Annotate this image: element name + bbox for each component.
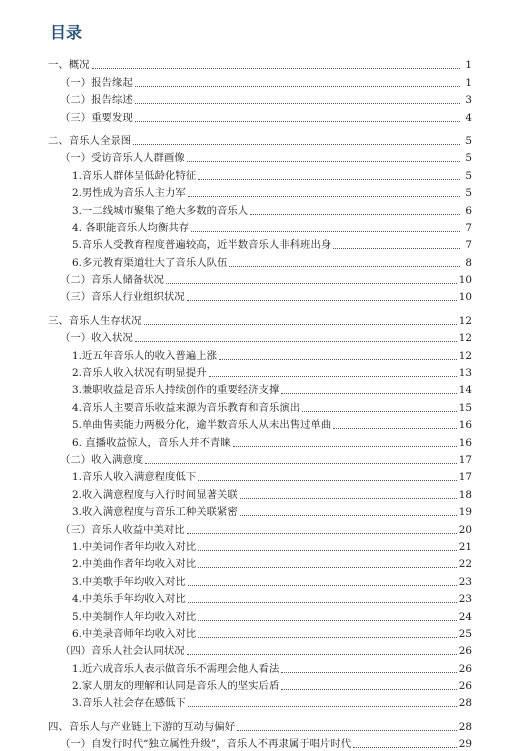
- toc-list: [48, 55, 472, 751]
- toc-entry[interactable]: [48, 131, 472, 148]
- dot-leader: [144, 324, 457, 325]
- toc-entry-label: 6.中美录音师年均收入对比: [72, 627, 197, 640]
- dot-leader: [219, 359, 457, 360]
- toc-entry-label: 3.中美歌手年均收入对比: [72, 575, 186, 588]
- toc-entry-page-number: 20: [458, 523, 472, 536]
- toc-entry[interactable]: [48, 235, 472, 252]
- toc-entry-label: （三）音乐人行业组织状况: [60, 291, 185, 304]
- toc-title: 目录: [50, 23, 83, 42]
- dot-leader: [187, 300, 457, 301]
- dot-leader: [240, 498, 457, 499]
- toc-entry[interactable]: [48, 310, 472, 327]
- toc-entry-label: （四）音乐人社会认同状况: [60, 645, 185, 658]
- toc-entry[interactable]: [48, 252, 472, 269]
- dot-leader: [187, 161, 460, 162]
- toc-entry-label: （一）报告缘起: [60, 76, 133, 89]
- toc-entry[interactable]: [48, 571, 472, 588]
- toc-entry-page-number: 5: [465, 187, 472, 200]
- toc-entry-page-number: 28: [458, 697, 472, 710]
- toc-entry-page-number: 1: [465, 59, 472, 72]
- toc-entry-label: 2.收入满意程度与入行时间显著关联: [72, 488, 238, 501]
- dot-leader: [198, 567, 457, 568]
- toc-entry[interactable]: [48, 165, 472, 182]
- toc-entry-label: 3.收入满意程度与音乐工种关联紧密: [72, 506, 238, 519]
- toc-entry-label: 2.音乐人收入状况有明显提升: [72, 367, 207, 380]
- dot-leader: [145, 463, 457, 464]
- dot-leader: [209, 376, 457, 377]
- toc-entry-label: （三）重要发现: [60, 111, 133, 124]
- toc-entry-page-number: 17: [458, 453, 472, 466]
- toc-entry[interactable]: [48, 55, 472, 72]
- toc-entry[interactable]: [48, 484, 472, 501]
- toc-entry[interactable]: [48, 734, 472, 751]
- toc-entry-label: （一）受访音乐人人群画像: [60, 152, 185, 165]
- toc-entry-page-number: 7: [465, 239, 472, 252]
- toc-entry-label: 6.多元教育渠道壮大了音乐人队伍: [72, 256, 228, 269]
- dot-leader: [198, 550, 457, 551]
- toc-entry-page-number: 1: [465, 76, 472, 89]
- toc-entry-label: 1.音乐人收入满意程度低下: [72, 471, 197, 484]
- dot-leader: [302, 411, 457, 412]
- toc-entry-label: 四、音乐人与产业链上下游的互动与偏好: [48, 720, 236, 733]
- toc-entry-page-number: 29: [458, 738, 472, 751]
- dot-leader: [198, 480, 457, 481]
- dot-leader: [188, 706, 457, 707]
- toc-entry-label: 5.单曲售卖能力两极分化，逾半数音乐人从未出售过单曲: [72, 419, 332, 432]
- toc-entry-page-number: 23: [458, 593, 472, 606]
- dot-leader: [188, 602, 457, 603]
- toc-entry-page-number: 13: [458, 367, 472, 380]
- dot-leader: [133, 144, 460, 145]
- dot-leader: [188, 196, 460, 197]
- dot-leader: [198, 637, 457, 638]
- dot-leader: [135, 86, 460, 87]
- dot-leader: [166, 283, 457, 284]
- toc-entry[interactable]: [48, 270, 472, 287]
- toc-entry[interactable]: [48, 183, 472, 200]
- toc-entry[interactable]: [48, 676, 472, 693]
- toc-entry[interactable]: [48, 450, 472, 467]
- toc-entry-page-number: 18: [458, 488, 472, 501]
- dot-leader: [229, 266, 460, 267]
- toc-entry-page-number: 14: [458, 384, 472, 397]
- toc-entry-page-number: 25: [458, 627, 472, 640]
- toc-entry[interactable]: [48, 107, 472, 124]
- toc-entry-page-number: 10: [458, 274, 472, 287]
- toc-entry[interactable]: [48, 502, 472, 519]
- dot-leader: [333, 428, 456, 429]
- dot-leader: [92, 68, 460, 69]
- toc-entry-page-number: 10: [458, 291, 472, 304]
- toc-entry-page-number: 8: [465, 256, 472, 269]
- dot-leader: [191, 231, 460, 232]
- toc-entry-page-number: 19: [458, 506, 472, 519]
- toc-entry-label: 三、音乐人生存状况: [48, 314, 142, 327]
- toc-entry[interactable]: [48, 218, 472, 235]
- toc-entry-page-number: 5: [465, 134, 472, 147]
- toc-entry[interactable]: [48, 589, 472, 606]
- toc-entry[interactable]: [48, 380, 472, 397]
- toc-entry[interactable]: [48, 716, 472, 733]
- toc-entry-page-number: 12: [458, 314, 472, 327]
- toc-entry-page-number: 28: [458, 720, 472, 733]
- dot-leader: [281, 689, 456, 690]
- dot-leader: [237, 730, 457, 731]
- toc-entry-page-number: 26: [458, 680, 472, 693]
- toc-entry[interactable]: [48, 90, 472, 107]
- toc-entry-label: （二）音乐人储备状况: [60, 274, 164, 287]
- toc-entry-label: （一）收入状况: [60, 332, 133, 345]
- toc-entry[interactable]: [48, 72, 472, 89]
- toc-entry[interactable]: [48, 432, 472, 449]
- toc-entry-page-number: 26: [458, 662, 472, 675]
- toc-entry[interactable]: [48, 624, 472, 641]
- toc-entry-label: 二、音乐人全景图: [48, 134, 132, 147]
- toc-entry-label: 一、概况: [48, 59, 90, 72]
- toc-entry-label: 2.男性成为音乐人主力军: [72, 187, 186, 200]
- toc-entry[interactable]: [48, 328, 472, 345]
- dot-leader: [135, 121, 460, 122]
- toc-entry[interactable]: [48, 658, 472, 675]
- dot-leader: [198, 620, 457, 621]
- toc-entry[interactable]: [48, 606, 472, 623]
- toc-entry[interactable]: [48, 148, 472, 165]
- dot-leader: [353, 747, 457, 748]
- toc-entry-page-number: 17: [458, 471, 472, 484]
- dot-leader: [187, 533, 457, 534]
- toc-entry-label: 1.近五年音乐人的收入普遍上涨: [72, 349, 217, 362]
- dot-leader: [281, 672, 456, 673]
- toc-entry[interactable]: [48, 363, 472, 380]
- toc-entry[interactable]: [48, 200, 472, 217]
- toc-entry-page-number: 4: [465, 111, 472, 124]
- toc-entry-page-number: 16: [458, 436, 472, 449]
- toc-entry[interactable]: [48, 519, 472, 536]
- toc-entry[interactable]: [48, 415, 472, 432]
- toc-entry-label: 5.音乐人受教育程度普遍较高，近半数音乐人非科班出身: [72, 239, 332, 252]
- toc-entry-page-number: 15: [458, 401, 472, 414]
- dot-leader: [281, 393, 456, 394]
- toc-entry[interactable]: [48, 537, 472, 554]
- toc-entry[interactable]: [48, 693, 472, 710]
- toc-entry-page-number: 6: [465, 204, 472, 217]
- dot-leader: [198, 179, 460, 180]
- dot-leader: [135, 341, 457, 342]
- toc-entry-page-number: 5: [465, 169, 472, 182]
- toc-entry-label: 2.中美曲作者年均收入对比: [72, 558, 197, 571]
- toc-entry-label: 1.中美词作者年均收入对比: [72, 540, 197, 553]
- toc-entry-page-number: 7: [465, 221, 472, 234]
- toc-entry-label: 1.近六成音乐人表示做音乐不需理会他人看法: [72, 662, 280, 675]
- dot-leader: [333, 248, 460, 249]
- toc-entry-page-number: 24: [458, 610, 472, 623]
- toc-entry[interactable]: [48, 641, 472, 658]
- toc-entry[interactable]: [48, 397, 472, 414]
- dot-leader: [233, 446, 457, 447]
- toc-entry-page-number: 21: [458, 540, 472, 553]
- toc-entry-label: （二）收入满意度: [60, 453, 144, 466]
- toc-entry-label: 4.中美乐手年均收入对比: [72, 593, 186, 606]
- toc-entry-label: 1.音乐人群体呈低龄化特征: [72, 169, 197, 182]
- toc-entry-label: 3.音乐人社会存在感低下: [72, 697, 186, 710]
- toc-entry[interactable]: [48, 345, 472, 362]
- toc-entry-label: 3.一二线城市聚集了绝大多数的音乐人: [72, 204, 249, 217]
- toc-entry-label: （二）报告综述: [60, 94, 133, 107]
- toc-entry-page-number: 3: [465, 94, 472, 107]
- toc-entry-page-number: 23: [458, 575, 472, 588]
- dot-leader: [187, 654, 457, 655]
- toc-entry-label: （一）自发行时代“独立属性升级”，音乐人不再隶属于唱片时代: [60, 738, 352, 751]
- toc-entry-page-number: 26: [458, 645, 472, 658]
- toc-entry-label: 3.兼职收益是音乐人持续创作的重要经济支撑: [72, 384, 280, 397]
- toc-entry-page-number: 5: [465, 152, 472, 165]
- toc-entry-label: 4. 各职能音乐人均衡共存: [72, 221, 190, 234]
- dot-leader: [250, 214, 460, 215]
- toc-entry[interactable]: [48, 554, 472, 571]
- toc-entry[interactable]: [48, 467, 472, 484]
- toc-entry-label: 4.音乐人主要音乐收益来源为音乐教育和音乐演出: [72, 401, 301, 414]
- toc-entry-page-number: 12: [458, 349, 472, 362]
- toc-entry-label: 2.家人朋友的理解和认同是音乐人的坚实后盾: [72, 680, 280, 693]
- toc-entry-label: 5.中美制作人年均收入对比: [72, 610, 197, 623]
- toc-entry-page-number: 22: [458, 558, 472, 571]
- toc-entry-page-number: 12: [458, 332, 472, 345]
- dot-leader: [240, 515, 457, 516]
- toc-entry-page-number: 16: [458, 419, 472, 432]
- dot-leader: [135, 103, 460, 104]
- dot-leader: [188, 585, 457, 586]
- toc-entry-label: （三）音乐人收益中美对比: [60, 523, 185, 536]
- toc-entry[interactable]: [48, 287, 472, 304]
- toc-entry-label: 6. 直播收益惊人，音乐人并不青睐: [72, 436, 231, 449]
